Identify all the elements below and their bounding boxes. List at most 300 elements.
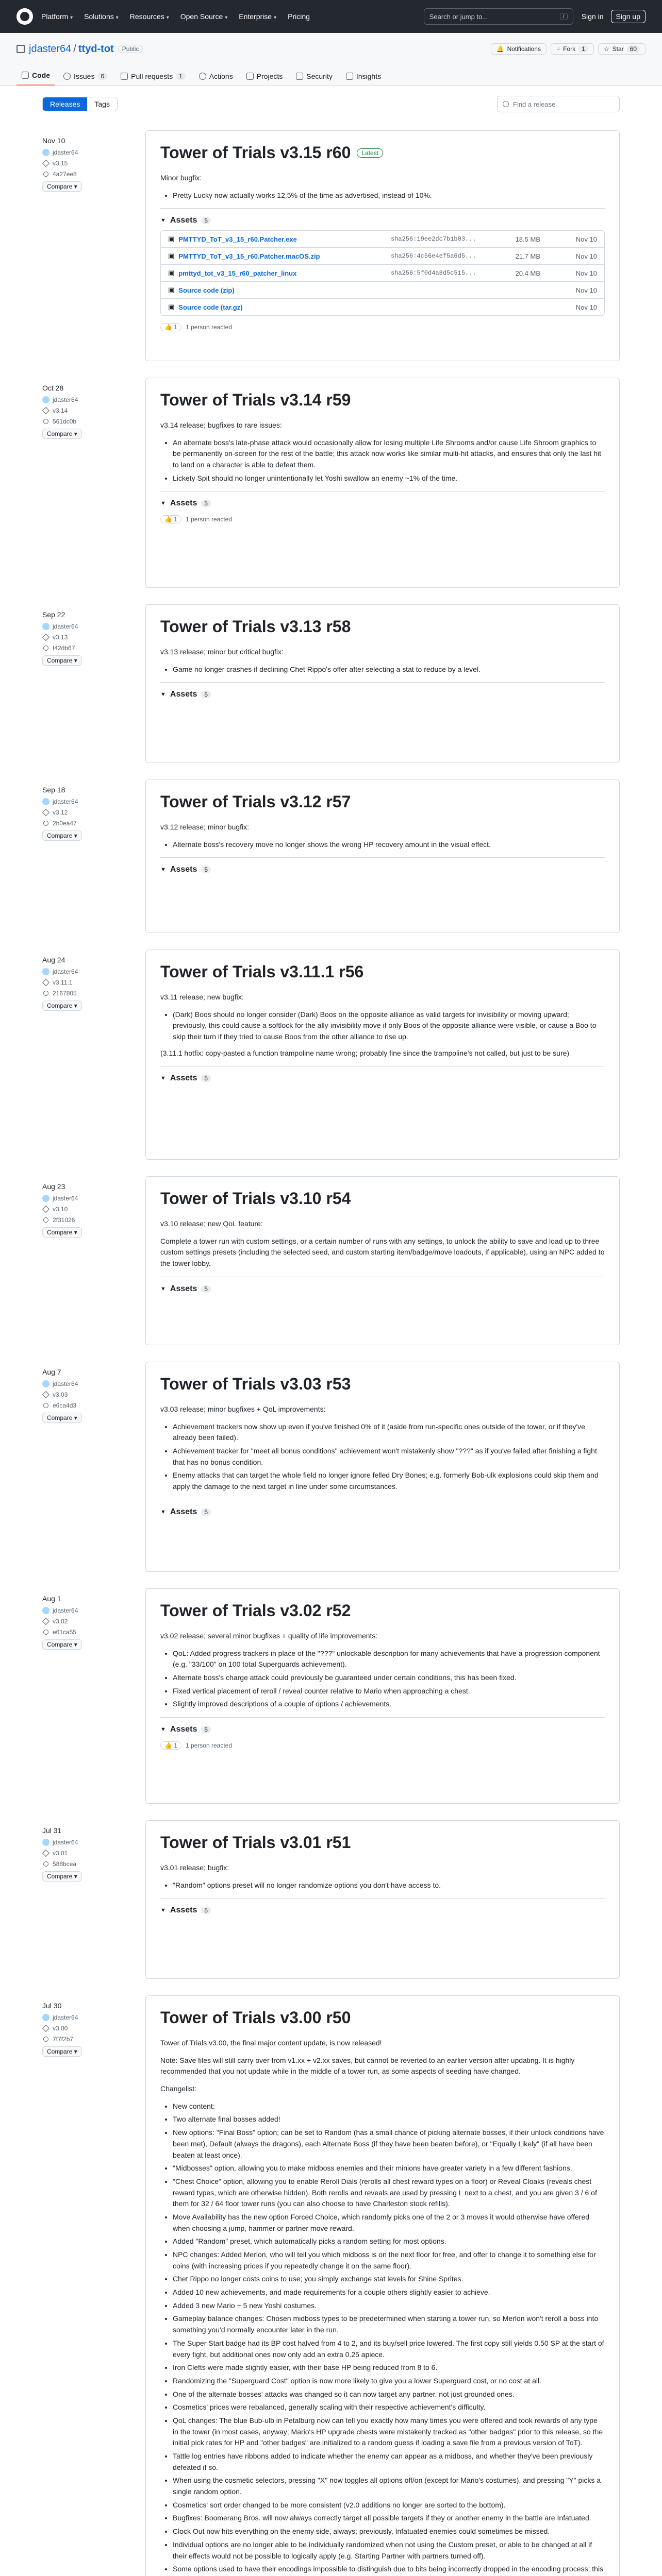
compare-button[interactable]: Compare ▾ bbox=[42, 655, 82, 666]
compare-button[interactable]: Compare ▾ bbox=[42, 2046, 82, 2057]
list-item: • Enemy attacks that can target the whole field no longer ignore felled Dry Bones; e.g. formerly Bob-ulk explosions could skip them and apply the damage to the next target in line under some circumstances. bbox=[173, 1470, 605, 1492]
release-bullets bbox=[160, 437, 605, 484]
commit-icon bbox=[43, 991, 48, 996]
release-paragraph: v3.03 release; minor bugfixes + QoL improvements: bbox=[160, 1405, 326, 1413]
assets-toggle[interactable]: ▼ Assets 5 bbox=[160, 1507, 605, 1517]
list-item: • Achievement tracker for "meet all bonus conditions" achievement won't mistakenly show "???" as if you've failed after finishing a fight that has no bonus condition. bbox=[173, 1446, 605, 1468]
notifications-button[interactable]: 🔔 Notifications bbox=[491, 43, 547, 55]
repo-icon bbox=[16, 45, 25, 53]
tags-tab[interactable]: Tags bbox=[94, 100, 110, 108]
list-item: • Tattle log entries have ribbons added to indicate whether the enemy can appear as a midboss, and whether they've been previously defeated if so. bbox=[173, 2451, 605, 2473]
commit-icon bbox=[43, 1403, 48, 1408]
release-entry bbox=[42, 1353, 620, 1580]
triangle-down-icon: ▼ bbox=[160, 217, 166, 224]
release-commit-link[interactable]: f42db67 bbox=[53, 645, 75, 652]
release-title-link[interactable]: Tower of Trials v3.13 r58 bbox=[160, 617, 351, 636]
release-commit-link[interactable]: 561dc0b bbox=[53, 418, 77, 425]
release-sidebar bbox=[42, 384, 135, 439]
list-item: • Alternate boss's charge attack could previously be guaranteed under certain conditions, this has been fixed. bbox=[173, 1672, 605, 1684]
search-icon bbox=[503, 101, 509, 107]
list-item: • Added 10 new achievements, and made requirements for a couple others slightly easier to achieve. bbox=[173, 2287, 605, 2298]
release-list bbox=[0, 122, 662, 2576]
release-title-link[interactable]: Tower of Trials v3.14 r59 bbox=[160, 391, 351, 409]
list-item: • Cosmetics' prices were rebalanced, generally scaling with their respective achievement's difficulty. bbox=[173, 2402, 605, 2413]
release-entry bbox=[42, 369, 620, 596]
releases-tags-toggle bbox=[42, 97, 118, 111]
list-item: • (Dark) Boos should no longer consider (Dark) Boos on the opposite alliance as valid targets for invisibility or moving upward; previously, this could cause a softlock for the ally-invisibility move if only Boos of the opposite alliance were visible, or cause a Boo to skip their turn if they tried to cause Boos from the other alliance to rise up. bbox=[173, 1009, 605, 1043]
global-nav bbox=[41, 12, 310, 21]
triangle-down-icon: ▼ bbox=[160, 1726, 166, 1733]
release-card bbox=[145, 1362, 620, 1572]
chevron-down-icon: ▾ bbox=[74, 832, 77, 839]
release-tag-link[interactable]: v3.11.1 bbox=[53, 979, 73, 986]
visibility-badge: Public bbox=[118, 45, 143, 53]
release-date: Jul 31 bbox=[42, 1826, 62, 1835]
avatar[interactable] bbox=[42, 149, 49, 156]
release-entry bbox=[42, 1580, 620, 1812]
assets-count: 5 bbox=[201, 866, 211, 873]
reacted-count: 1 person reacted bbox=[185, 324, 233, 331]
release-paragraph: v3.11 release; new bugfix: bbox=[160, 993, 244, 1001]
assets-toggle[interactable]: ▼ Assets 5 bbox=[160, 865, 605, 874]
release-entry bbox=[42, 596, 620, 771]
tab-projects[interactable]: Projects bbox=[241, 72, 288, 86]
reactions bbox=[160, 1741, 605, 1750]
triangle-down-icon: ▼ bbox=[160, 1907, 166, 1914]
release-tag-link[interactable]: v3.10 bbox=[53, 1206, 68, 1213]
release-title-link[interactable]: Tower of Trials v3.12 r57 bbox=[160, 792, 351, 811]
reactions bbox=[160, 323, 605, 331]
compare-button[interactable]: Compare ▾ bbox=[42, 429, 82, 439]
tag-icon bbox=[42, 809, 49, 816]
chevron-down-icon: ▾ bbox=[74, 657, 77, 664]
chevron-down-icon: ▾ bbox=[74, 1873, 77, 1880]
list-item: • Clock Out now hits everything on the enemy side, always; previously, Infatuated enemies could sometimes be missed. bbox=[173, 2526, 605, 2537]
avatar[interactable] bbox=[42, 798, 49, 805]
list-item: • Two alternate final bosses added! bbox=[173, 2114, 605, 2125]
release-bullets bbox=[160, 839, 605, 851]
release-tag-link[interactable]: v3.15 bbox=[53, 160, 68, 167]
avatar[interactable] bbox=[42, 396, 49, 403]
release-commit-link[interactable]: e61ca55 bbox=[53, 1629, 77, 1636]
release-tag-link[interactable]: v3.01 bbox=[53, 1850, 68, 1857]
chevron-down-icon: ▾ bbox=[74, 2048, 77, 2055]
tag-icon bbox=[42, 160, 49, 167]
release-title-link[interactable]: Tower of Trials v3.02 r52 bbox=[160, 1601, 351, 1620]
release-tag-link[interactable]: v3.12 bbox=[53, 809, 68, 816]
release-date: Sep 22 bbox=[42, 611, 65, 619]
release-card bbox=[145, 950, 620, 1160]
release-card bbox=[145, 604, 620, 763]
triangle-down-icon: ▼ bbox=[160, 500, 166, 507]
assets-list bbox=[160, 230, 605, 316]
commit-icon bbox=[43, 646, 48, 651]
release-paragraph: (3.11.1 hotfix: copy-pasted a function trampoline name wrong; probably fine since the trampoline's not called, but just to be sure) bbox=[160, 1048, 570, 1057]
triangle-down-icon: ▼ bbox=[160, 691, 166, 698]
avatar[interactable] bbox=[42, 623, 49, 630]
tab-insights[interactable]: Insights bbox=[341, 72, 386, 86]
list-item: • One of the alternate bosses' attacks was changed so it can now target any partner, not just grounded ones. bbox=[173, 2389, 605, 2400]
release-notes bbox=[160, 173, 605, 201]
commit-icon bbox=[43, 172, 48, 177]
compare-button[interactable]: Compare ▾ bbox=[42, 1639, 82, 1650]
assets-count: 5 bbox=[201, 1907, 211, 1914]
fork-icon: ⑂ bbox=[556, 45, 560, 53]
chevron-down-icon: ▾ bbox=[70, 15, 73, 21]
tab-pull-requests[interactable]: Pull requests 1 bbox=[115, 72, 191, 86]
avatar[interactable] bbox=[42, 1380, 49, 1387]
release-notes bbox=[160, 822, 605, 850]
release-tag-link[interactable]: v3.03 bbox=[53, 1391, 68, 1398]
commit-icon bbox=[43, 1217, 48, 1223]
releases-subnav-bar bbox=[0, 86, 662, 122]
release-date: Nov 10 bbox=[42, 137, 65, 145]
repo-header bbox=[0, 33, 662, 86]
list-item: • "Chest Choice" option, allowing you to enable Reroll Dials (rerolls all chest reward types on a floor) or Reveal Cloaks (reveals chest reward types, which are otherwise hidden). Both rerolls and reveals are used by pressing L next to a chest, and you are given 3 / 6 of them for 32 / 64 floor tower runs (you can also choose to have Charleston stock refills). bbox=[173, 2176, 605, 2210]
release-notes bbox=[160, 1862, 605, 1891]
chevron-down-icon: ▾ bbox=[74, 1414, 77, 1421]
release-title-link[interactable]: Tower of Trials v3.01 r51 bbox=[160, 1833, 351, 1852]
release-sidebar bbox=[42, 1182, 135, 1238]
divider bbox=[160, 857, 605, 858]
avatar[interactable] bbox=[42, 968, 49, 975]
list-item: • Game no longer crashes if declining Chet Rippo's offer after selecting a stat to reduce by a level. bbox=[173, 664, 605, 675]
release-paragraph: v3.01 release; bugfix: bbox=[160, 1863, 229, 1872]
list-item: • "Midbosses" option, allowing you to make midboss enemies and their minions have greater variety in a few different fashions. bbox=[173, 2163, 605, 2174]
reaction-button[interactable]: 👍 1 bbox=[160, 515, 181, 523]
tag-icon bbox=[42, 1206, 49, 1213]
release-card bbox=[145, 1588, 620, 1804]
tag-icon bbox=[42, 2025, 49, 2032]
release-tag-link[interactable]: v3.14 bbox=[53, 407, 68, 414]
package-icon: ▣ bbox=[168, 252, 175, 260]
bell-icon: 🔔 bbox=[496, 45, 504, 53]
divider bbox=[160, 682, 605, 683]
chevron-down-icon: ▾ bbox=[225, 15, 228, 21]
release-date: Aug 1 bbox=[42, 1595, 61, 1603]
asset-row bbox=[161, 248, 604, 265]
release-paragraph: Changelist: bbox=[160, 2084, 197, 2093]
tag-icon bbox=[42, 979, 49, 986]
release-commit-link[interactable]: 2b0ea47 bbox=[53, 820, 77, 827]
reaction-button[interactable]: 👍 1 bbox=[160, 323, 181, 331]
release-date: Aug 23 bbox=[42, 1182, 65, 1191]
release-commit-link[interactable]: 2167805 bbox=[53, 990, 77, 997]
asset-date: Nov 10 bbox=[575, 303, 597, 311]
graph-icon bbox=[346, 73, 353, 80]
table-icon bbox=[246, 73, 254, 80]
fork-button[interactable]: ⑂ Fork 1 bbox=[551, 43, 594, 55]
assets-count: 5 bbox=[201, 500, 211, 507]
triangle-down-icon: ▼ bbox=[160, 1285, 166, 1292]
sign-in-link[interactable]: Sign in bbox=[581, 12, 604, 21]
compare-button[interactable]: Compare ▾ bbox=[42, 1413, 82, 1423]
nav-solutions[interactable]: Solutions ▾ bbox=[84, 12, 119, 21]
release-paragraph: v3.02 release; several minor bugfixes + quality of life improvements: bbox=[160, 1632, 378, 1640]
pull-request-icon bbox=[121, 73, 128, 80]
release-commit-link[interactable]: 4a27ee8 bbox=[53, 171, 77, 178]
release-tag-link[interactable]: v3.02 bbox=[53, 1618, 68, 1625]
assets-toggle[interactable]: ▼ Assets 5 bbox=[160, 1906, 605, 1915]
release-tag-link[interactable]: v3.13 bbox=[53, 634, 68, 641]
release-bullets bbox=[160, 1421, 605, 1493]
assets-count: 5 bbox=[201, 217, 211, 224]
release-paragraph: v3.12 release; minor bugfix: bbox=[160, 823, 249, 831]
release-author-link[interactable]: jdaster64 bbox=[53, 1195, 78, 1202]
release-title-link[interactable]: Tower of Trials v3.00 r50 bbox=[160, 2008, 351, 2027]
release-title-link[interactable]: Tower of Trials v3.11.1 r56 bbox=[160, 962, 364, 981]
avatar[interactable] bbox=[42, 2014, 49, 2021]
assets-toggle[interactable]: ▼ Assets 5 bbox=[160, 690, 605, 699]
commit-icon bbox=[43, 1861, 48, 1867]
nav-resources[interactable]: Resources ▾ bbox=[129, 12, 169, 21]
reacted-count: 1 person reacted bbox=[185, 516, 233, 523]
releases-tab[interactable]: Releases bbox=[43, 97, 87, 111]
list-item: • Lickety Spit should no longer unintentionally let Yoshi swallow an enemy ~1% of the time. bbox=[173, 473, 605, 484]
nav-open-source[interactable]: Open Source ▾ bbox=[180, 12, 228, 21]
release-author-link[interactable]: jdaster64 bbox=[53, 1839, 78, 1846]
avatar[interactable] bbox=[42, 1839, 49, 1846]
release-date: Jul 30 bbox=[42, 2002, 62, 2010]
release-commit-link[interactable]: 588bcea bbox=[53, 1860, 77, 1868]
asset-download-link[interactable]: Source code (zip) bbox=[178, 286, 235, 294]
reactions bbox=[160, 515, 605, 523]
search-placeholder: Search or jump to... bbox=[429, 12, 488, 21]
asset-row bbox=[161, 282, 604, 299]
list-item: • NPC changes: Added Merlon, who will tell you which midboss is on the next floor for free, and offer to change it to something else for coins (with increasing prices if you repeatedly change it on the same floor). bbox=[173, 2249, 605, 2272]
divider bbox=[160, 1717, 605, 1718]
release-notes bbox=[160, 647, 605, 675]
release-author-link[interactable]: jdaster64 bbox=[53, 968, 78, 975]
assets-count: 5 bbox=[201, 1509, 211, 1516]
release-bullets bbox=[160, 1648, 605, 1710]
assets-toggle[interactable]: ▼ Assets 5 bbox=[160, 1725, 605, 1734]
release-sidebar bbox=[42, 1826, 135, 1882]
list-item: • Bugfixes: Boomerang Bros. will now always correctly target all possible targets if they or another enemy in the battle are Infatuated. bbox=[173, 2513, 605, 2524]
nav-pricing[interactable]: Pricing bbox=[288, 12, 310, 21]
asset-row bbox=[161, 299, 604, 315]
release-title-link[interactable]: Tower of Trials v3.03 r53 bbox=[160, 1375, 351, 1393]
compare-button[interactable]: Compare ▾ bbox=[42, 1001, 82, 1011]
asset-hash: sha256:4c56e4ef5a6d5... bbox=[391, 252, 476, 260]
assets-count: 5 bbox=[201, 691, 211, 698]
compare-button[interactable]: Compare ▾ bbox=[42, 1227, 82, 1238]
tag-icon bbox=[42, 407, 49, 414]
chevron-down-icon: ▾ bbox=[115, 15, 119, 21]
release-title-link[interactable]: Tower of Trials v3.15 r60 bbox=[160, 143, 351, 162]
release-author-link[interactable]: jdaster64 bbox=[53, 623, 78, 630]
list-item: • New content: bbox=[173, 2101, 605, 2112]
list-item: • QoL: Added progress trackers in place of the "???" unlockable description for many achievements that have a progression component (e.g. "33/100" on 100 total Superguards achievement). bbox=[173, 1648, 605, 1670]
asset-size: 20.4 MB bbox=[515, 269, 540, 277]
release-card bbox=[145, 779, 620, 933]
triangle-down-icon: ▼ bbox=[160, 1509, 166, 1515]
compare-button[interactable]: Compare ▾ bbox=[42, 181, 82, 192]
code-icon bbox=[22, 72, 29, 79]
list-item: • Slightly improved descriptions of a couple of options / achievements. bbox=[173, 1699, 605, 1710]
tag-icon bbox=[42, 1850, 49, 1857]
release-card bbox=[145, 130, 620, 361]
sign-up-button[interactable]: Sign up bbox=[611, 10, 646, 23]
global-search-input[interactable] bbox=[424, 8, 573, 25]
list-item: • The Super Start badge had its BP cost halved from 4 to 2, and its buy/sell price lowered. The first copy still yields 0.50 SP at the start of every fight, but additional ones now only add an extra 0.25 apiece. bbox=[173, 2338, 605, 2360]
tag-icon bbox=[42, 634, 49, 641]
asset-size: 18.5 MB bbox=[515, 235, 540, 243]
assets-count: 5 bbox=[201, 1726, 211, 1733]
release-bullets bbox=[160, 190, 605, 201]
release-entry bbox=[42, 771, 620, 941]
package-icon: ▣ bbox=[168, 303, 175, 311]
chevron-down-icon: ▾ bbox=[74, 1641, 77, 1648]
nav-platform[interactable]: Platform ▾ bbox=[41, 12, 73, 21]
release-author-link[interactable]: jdaster64 bbox=[53, 149, 78, 156]
release-entry bbox=[42, 941, 620, 1168]
asset-hash: sha256:19ee2dc7b1b03... bbox=[391, 235, 476, 243]
asset-download-link[interactable]: Source code (tar.gz) bbox=[178, 303, 243, 311]
issue-icon bbox=[63, 73, 71, 80]
list-item: • QoL changes: The blue Bub-ulb in Petalburg now can tell you exactly how many times you were offered and took rewards of any type in the tower (in most cases, anyway; Mario's HP upgrade chests were mistakenly tracked as "other badges" prior to this release, so the initial pick rates for HP and "other badges" are initialized to a random guess if loading a save file from a previous version of ToT). bbox=[173, 2415, 605, 2449]
tab-code[interactable]: Code bbox=[16, 71, 55, 86]
global-header bbox=[0, 0, 662, 33]
release-entry bbox=[42, 1987, 620, 2576]
list-item: • Individual options are no longer able to be individually randomized when not using the Custom preset, or able to be changed at all if their effects would not be possible to logically apply (e.g. Starting Partner with partners turned off). bbox=[173, 2539, 605, 2562]
package-icon: ▣ bbox=[168, 235, 175, 243]
latest-badge: Latest bbox=[357, 148, 383, 158]
find-release-input[interactable] bbox=[497, 96, 620, 112]
release-sidebar bbox=[42, 2002, 135, 2057]
asset-size: 21.7 MB bbox=[515, 252, 540, 260]
list-item: • When using the cosmetic selectors, pressing "X" now toggles all options off/on (except for Mario's costumes), and pressing "Y" picks a single random option. bbox=[173, 2475, 605, 2497]
release-card bbox=[145, 378, 620, 588]
release-bullets bbox=[160, 1009, 605, 1043]
asset-download-link[interactable]: PMTTYD_ToT_v3_15_r60.Patcher.exe bbox=[178, 235, 297, 243]
list-item: • New options: "Final Boss" option; can be set to Random (has a small chance of picking alternate bosses, if their unlock conditions have been met), Default (always the dragons), each Alternate Boss (if they have been beaten before), or "Equally Likely" (if all have been beaten at least once). bbox=[173, 2127, 605, 2161]
commit-icon bbox=[43, 821, 48, 826]
list-item: • Added 3 new Mario + 5 new Yoshi costumes. bbox=[173, 2300, 605, 2312]
release-commit-link[interactable]: 2f31026 bbox=[53, 1216, 75, 1224]
star-button[interactable]: ☆ Star 60 bbox=[598, 43, 646, 55]
repo-tabs bbox=[16, 65, 646, 86]
release-date: Aug 24 bbox=[42, 956, 65, 964]
list-item: • Some options used to have their encodings impossible to distinguish due to bits being incorrectly dropped in the encoding process; this bbox=[173, 2564, 605, 2576]
shield-icon bbox=[296, 73, 303, 80]
asset-download-link[interactable]: pmttyd_tot_v3_15_r60_patcher_linux bbox=[178, 269, 297, 277]
release-author-link[interactable]: jdaster64 bbox=[53, 396, 78, 403]
triangle-down-icon: ▼ bbox=[160, 867, 166, 873]
release-commit-link[interactable]: 7f7f2b7 bbox=[53, 2036, 74, 2043]
release-paragraph: Note: Save files will still carry over from v1.xx + v2.xx saves, but cannot be reverted to an earlier version after updating. It is highly recommended that you not update while in the middle of a tower run, as some aspects of seeding have changed. bbox=[160, 2056, 575, 2076]
package-icon: ▣ bbox=[168, 286, 175, 294]
list-item: • "Random" options preset will no longer randomize options you don't have access to. bbox=[173, 1880, 605, 1891]
release-card bbox=[145, 1820, 620, 1979]
reacted-count: 1 person reacted bbox=[185, 1742, 233, 1750]
divider bbox=[160, 1898, 605, 1899]
chevron-down-icon: ▾ bbox=[166, 15, 169, 21]
list-item: • Iron Clefts were made slightly easier, with their base HP being reduced from 8 to 6. bbox=[173, 2362, 605, 2374]
release-bullets bbox=[160, 2101, 605, 2576]
list-item: • Alternate boss's recovery move no longer shows the wrong HP recovery amount in the visual effect. bbox=[173, 839, 605, 851]
asset-date: Nov 10 bbox=[575, 252, 597, 260]
reaction-button[interactable]: 👍 1 bbox=[160, 1741, 181, 1750]
package-icon: ▣ bbox=[168, 269, 175, 277]
tab-issues[interactable]: Issues 6 bbox=[58, 72, 112, 86]
asset-download-link[interactable]: PMTTYD_ToT_v3_15_r60.Patcher.macOS.zip bbox=[178, 252, 320, 260]
list-item: • Gameplay balance changes: Chosen midboss types to be predetermined when starting a tower run, so Merlon won't reroll a boss into something you'd normally encounter later in the run. bbox=[173, 2313, 605, 2335]
find-release-placeholder: Find a release bbox=[513, 100, 556, 108]
release-card bbox=[145, 1995, 620, 2576]
tag-icon bbox=[42, 1391, 49, 1398]
repo-owner-link[interactable]: jdaster64 bbox=[29, 43, 72, 55]
release-notes bbox=[160, 1631, 605, 1710]
release-notes bbox=[160, 1404, 605, 1493]
release-paragraph: Minor bugfix: bbox=[160, 174, 202, 182]
commit-icon bbox=[43, 2037, 48, 2042]
release-paragraph: v3.10 release; new QoL feature: bbox=[160, 1219, 263, 1228]
tag-icon bbox=[42, 1618, 49, 1625]
release-entry bbox=[42, 122, 620, 369]
release-sidebar bbox=[42, 1368, 135, 1423]
nav-enterprise[interactable]: Enterprise ▾ bbox=[239, 12, 277, 21]
github-logo-icon[interactable] bbox=[16, 8, 33, 25]
assets-toggle[interactable]: ▼ Assets 5 bbox=[160, 216, 605, 225]
release-commit-link[interactable]: e6ca4d3 bbox=[53, 1402, 77, 1409]
commit-icon bbox=[43, 1630, 48, 1635]
release-bullets bbox=[160, 664, 605, 675]
release-tag-link[interactable]: v3.00 bbox=[53, 2025, 68, 2032]
assets-toggle[interactable]: ▼ Assets 5 bbox=[160, 1074, 605, 1083]
release-author-link[interactable]: jdaster64 bbox=[53, 1607, 78, 1614]
assets-toggle[interactable]: ▼ Assets 5 bbox=[160, 499, 605, 508]
release-author-link[interactable]: jdaster64 bbox=[53, 798, 78, 805]
assets-toggle[interactable]: ▼ Assets 5 bbox=[160, 1284, 605, 1294]
release-paragraph: Tower of Trials v3.00, the final major content update, is now released! bbox=[160, 2039, 382, 2047]
chevron-down-icon: ▾ bbox=[274, 15, 277, 21]
star-icon: ☆ bbox=[603, 45, 609, 53]
compare-button[interactable]: Compare ▾ bbox=[42, 1871, 82, 1882]
release-date: Oct 28 bbox=[42, 384, 64, 392]
release-notes bbox=[160, 992, 605, 1059]
release-title-link[interactable]: Tower of Trials v3.10 r54 bbox=[160, 1189, 351, 1208]
avatar[interactable] bbox=[42, 1607, 49, 1614]
asset-date: Nov 10 bbox=[575, 269, 597, 277]
commit-icon bbox=[43, 419, 48, 424]
release-sidebar bbox=[42, 786, 135, 841]
assets-count: 5 bbox=[201, 1285, 211, 1293]
list-item: • Fixed vertical placement of reroll / reveal counter relative to Mario when approaching a chest. bbox=[173, 1686, 605, 1697]
tab-security[interactable]: Security bbox=[291, 72, 338, 86]
asset-row bbox=[161, 231, 604, 248]
list-item: • Added "Random" preset, which automatically picks a random setting for most options. bbox=[173, 2236, 605, 2247]
release-author-link[interactable]: jdaster64 bbox=[53, 1380, 78, 1387]
release-sidebar bbox=[42, 1595, 135, 1650]
release-bullets bbox=[160, 1880, 605, 1891]
tab-actions[interactable]: Actions bbox=[194, 72, 238, 86]
release-author-link[interactable]: jdaster64 bbox=[53, 2014, 78, 2021]
release-sidebar bbox=[42, 137, 135, 192]
release-date: Sep 18 bbox=[42, 786, 65, 794]
divider bbox=[160, 491, 605, 492]
release-notes bbox=[160, 2038, 605, 2576]
play-icon bbox=[199, 73, 206, 80]
list-item: • Cosmetics' sort order changed to be more consistent (v2.0 additions no longer are sorted to the bottom). bbox=[173, 2500, 605, 2511]
chevron-down-icon: ▾ bbox=[74, 183, 77, 190]
chevron-down-icon: ▾ bbox=[74, 430, 77, 437]
compare-button[interactable]: Compare ▾ bbox=[42, 831, 82, 841]
avatar[interactable] bbox=[42, 1195, 49, 1202]
release-paragraph: Complete a tower run with custom settings, or a certain number of runs with any settings, to unlock the ability to save and load up to three custom settings presets (including the selected seed, and custom starting item/badge/move loadouts, if applicable), using an NPC added to the tower lobby. bbox=[160, 1236, 605, 1268]
repo-name-link[interactable]: ttyd-tot bbox=[78, 43, 114, 55]
list-item: • Achievement trackers now show up even if you've finished 0% of it (aside from run-specific ones outside of the tower, or if they've already been failed). bbox=[173, 1421, 605, 1444]
